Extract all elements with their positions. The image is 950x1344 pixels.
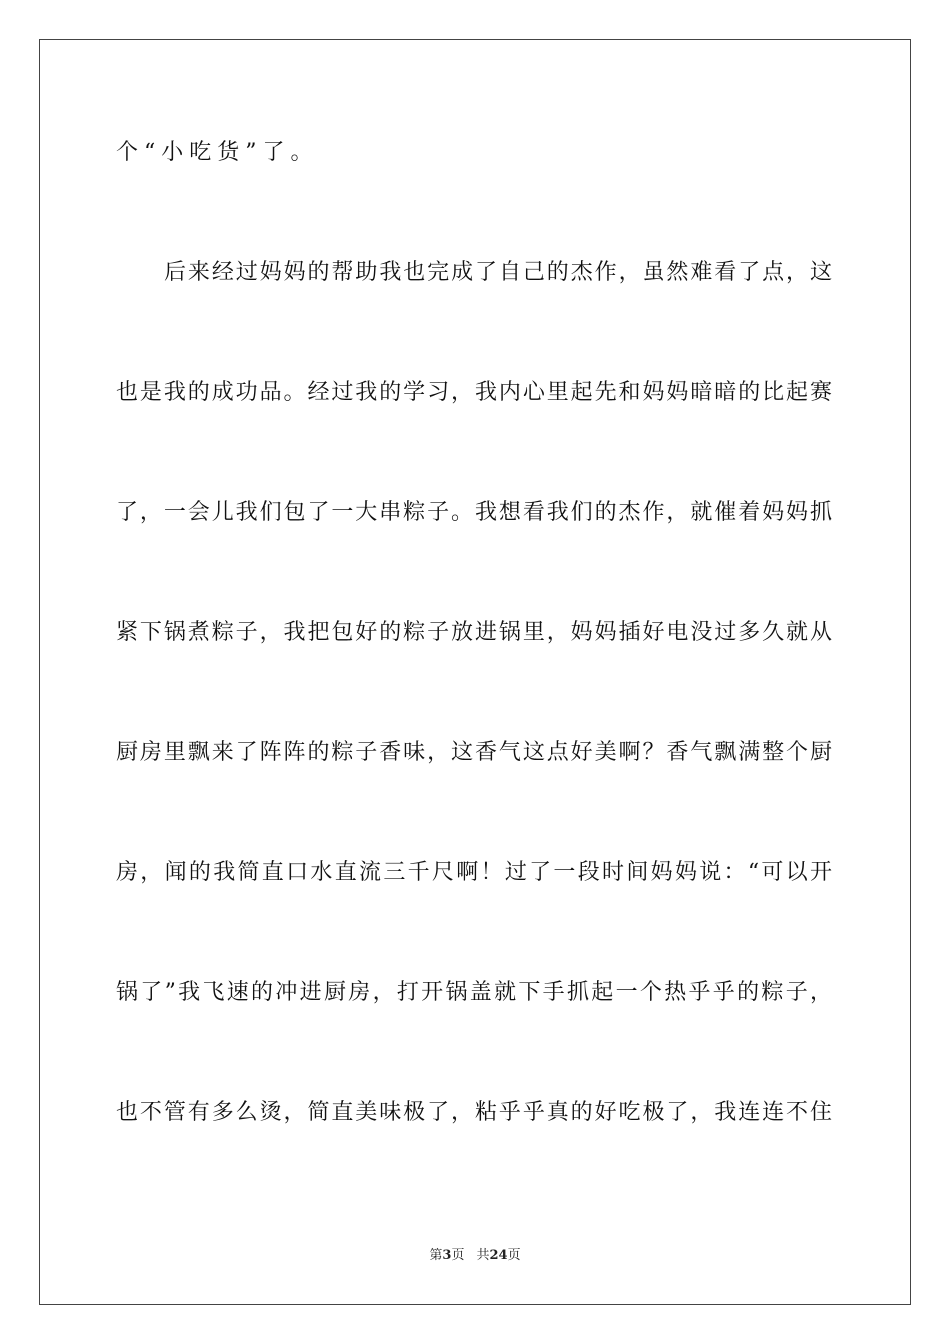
total-suffix: 页 [507, 1248, 521, 1263]
page-suffix: 页 [451, 1248, 465, 1263]
text-line-8: 锅了”我飞速的冲进厨房，打开锅盖就下手抓起一个热乎乎的粽子， [116, 980, 832, 1005]
page-number: 3 [442, 1248, 452, 1263]
text-line-1: 个“小吃货”了。 [116, 140, 319, 165]
total-pages: 24 [489, 1248, 508, 1263]
text-line-3: 也是我的成功品。经过我的学习，我内心里起先和妈妈暗暗的比起赛 [116, 380, 832, 405]
text-line-9: 也不管有多么烫，简直美味极了，粘乎乎真的好吃极了，我连连不住 [116, 1100, 832, 1125]
page-footer [0, 1247, 950, 1265]
text-line-2: 后来经过妈妈的帮助我也完成了自己的杰作，虽然难看了点，这 [164, 260, 832, 285]
text-line-6: 厨房里飘来了阵阵的粽子香味，这香气这点好美啊？香气飘满整个厨 [116, 740, 832, 765]
text-line-7: 房，闻的我简直口水直流三千尺啊！过了一段时间妈妈说：“可以开 [116, 860, 832, 885]
text-line-4: 了，一会儿我们包了一大串粽子。我想看我们的杰作，就催着妈妈抓 [116, 500, 832, 525]
page-prefix: 第 [429, 1248, 443, 1263]
total-prefix: 共 [476, 1248, 490, 1263]
text-line-5: 紧下锅煮粽子，我把包好的粽子放进锅里，妈妈插好电没过多久就从 [116, 620, 832, 645]
